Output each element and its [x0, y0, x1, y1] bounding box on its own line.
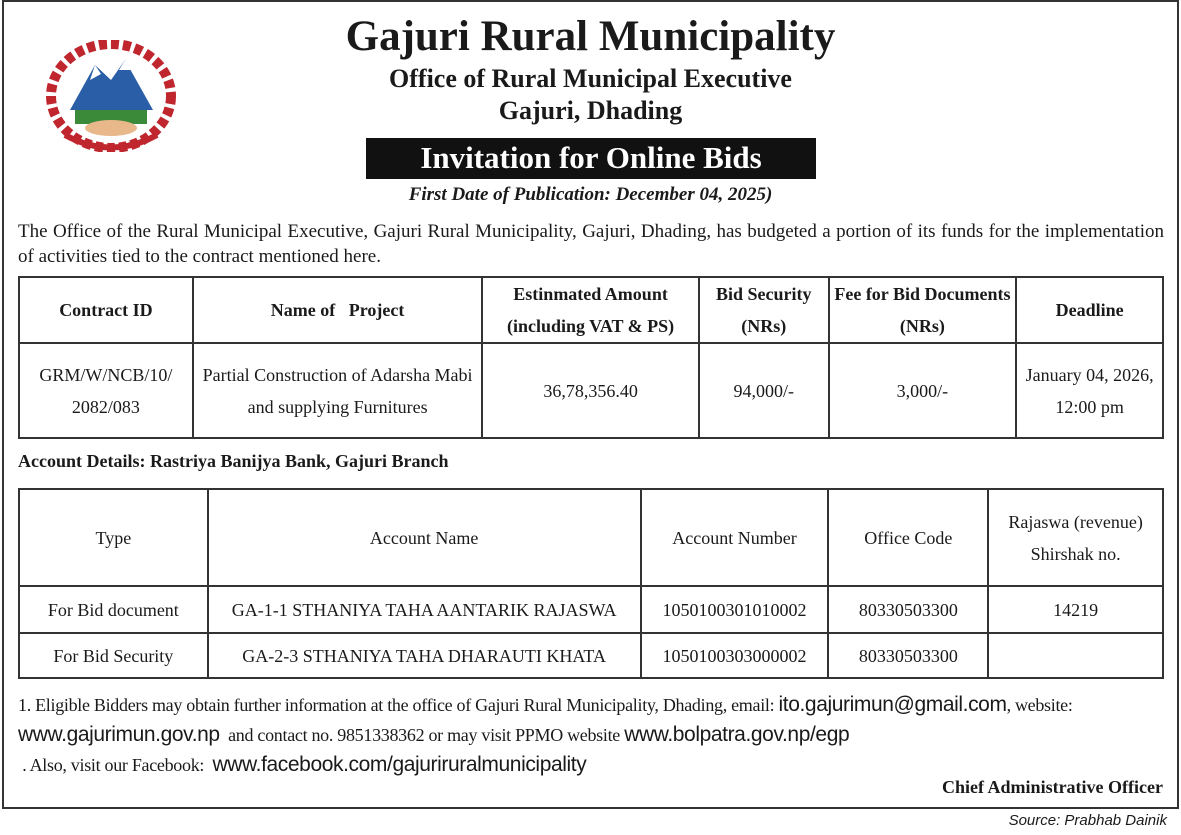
signature-title: Chief Administrative Officer [942, 777, 1163, 797]
note-text: and contact no. 9851338362 or may visit PPMO website [219, 725, 625, 745]
publication-date: First Date of Publication: December 04, 2025) [408, 184, 773, 205]
account-table [18, 488, 1164, 679]
table-header-row [19, 277, 1163, 343]
header-cell: Fee for Bid Documents (NRs) [829, 277, 1017, 343]
deadline: January 04, 2026, 12:00 pm [1016, 343, 1163, 438]
account-name-cell: GA-1-1 STHANIYA TAHA AANTARIK RAJASWA [208, 586, 641, 633]
header-cell: Type [19, 489, 208, 586]
type-cell: For Bid Security [19, 633, 208, 678]
contract-id: GRM/W/NCB/10/ 2082/083 [19, 343, 193, 438]
header-cell: Rajaswa (revenue) Shirshak no. [988, 489, 1163, 586]
header-cell: Account Name [208, 489, 641, 586]
bid-fee: 3,000/- [829, 343, 1017, 438]
account-number-cell: 1050100301010002 [641, 586, 829, 633]
rajaswa-cell: 14219 [988, 586, 1163, 633]
account-number-cell: 1050100303000002 [641, 633, 829, 678]
header-cell: Estinmated Amount (including VAT & PS) [482, 277, 699, 343]
header-cell: Account Number [641, 489, 829, 586]
intro-paragraph: The Office of the Rural Municipal Executive, Gajuri Rural Municipality, Gajuri, Dhading, has budgeted a portion of its funds for the implementation of activities tied to the contract mentioned here. [18, 221, 1164, 267]
note-text: , website: [1006, 695, 1073, 715]
table-row [19, 633, 1163, 678]
table-row [19, 343, 1163, 438]
note-text: 1. Eligible Bidders may obtain further information at the office of Gajuri Rural Municipality, Dhading, email: [18, 695, 779, 715]
header-cell: Name of Project [193, 277, 482, 343]
municipality-title: Gajuri Rural Municipality [345, 13, 836, 60]
bid-security: 94,000/- [699, 343, 829, 438]
account-details-heading: Account Details: Rastriya Banijya Bank, Gajuri Branch [18, 451, 449, 471]
table-row [19, 586, 1163, 633]
website-link[interactable]: www.gajurimun.gov.np [18, 723, 220, 746]
office-subtitle: Office of Rural Municipal Executive [389, 64, 792, 93]
estimated-amount: 36,78,356.40 [482, 343, 699, 438]
header-cell: Office Code [828, 489, 988, 586]
project-name: Partial Construction of Adarsha Mabi and supplying Furnitures [193, 343, 482, 438]
notes-paragraph [18, 690, 1168, 780]
facebook-link[interactable]: www.facebook.com/gajuriruralmunicipality [212, 753, 587, 776]
type-cell: For Bid document [19, 586, 208, 633]
header-cell: Bid Security (NRs) [699, 277, 829, 343]
source-credit: Source: Prabhab Dainik [1008, 812, 1167, 829]
office-code-cell: 80330503300 [828, 633, 988, 678]
ppmo-link[interactable]: www.bolpatra.gov.np/egp [624, 723, 850, 746]
header-cell: Contract ID [19, 277, 193, 343]
contract-table [18, 276, 1164, 439]
place-subtitle: Gajuri, Dhading [498, 96, 683, 125]
header-cell: Deadline [1016, 277, 1163, 343]
table-header-row [19, 489, 1163, 586]
invitation-banner: Invitation for Online Bids [366, 138, 816, 179]
office-code-cell: 80330503300 [828, 586, 988, 633]
account-name-cell: GA-2-3 STHANIYA TAHA DHARAUTI KHATA [208, 633, 641, 678]
note-text: . Also, visit our Facebook: [18, 755, 213, 775]
rajaswa-cell [988, 633, 1163, 678]
email-link[interactable]: ito.gajurimun@gmail.com [778, 693, 1007, 716]
